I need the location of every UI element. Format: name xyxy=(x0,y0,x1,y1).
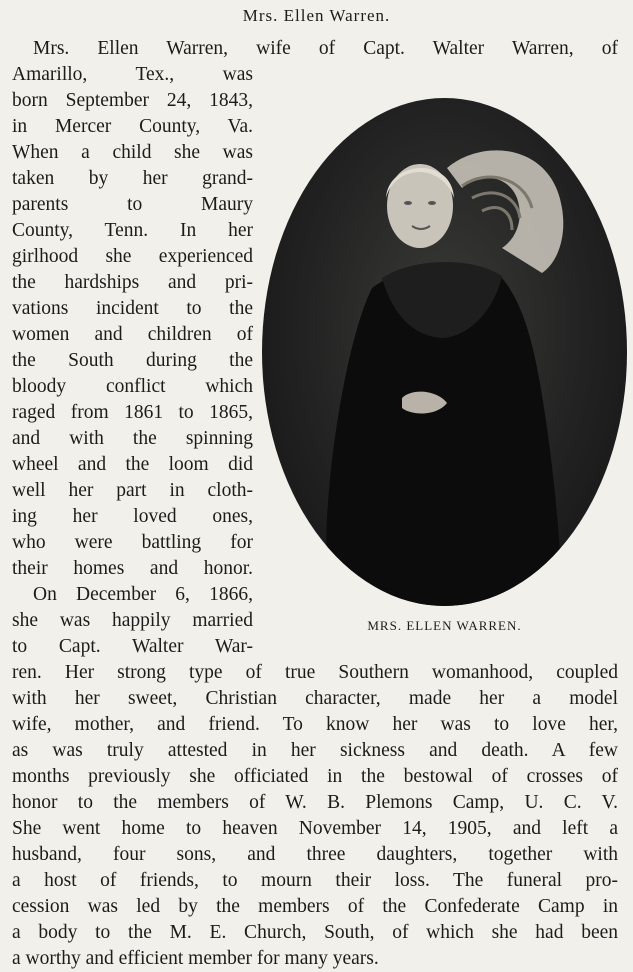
text-line: a host of friends, to mourn their loss. The funeral pro- xyxy=(12,870,618,891)
text-line: a worthy and efficient member for many years. xyxy=(12,948,379,969)
text-line: County, Tenn. In her xyxy=(12,220,253,241)
text-line: well her part in cloth- xyxy=(12,480,253,501)
portrait-photo xyxy=(262,98,627,606)
text-line: ren. Her strong type of true Southern womanhood, coupled xyxy=(12,662,618,683)
photo-caption: MRS. ELLEN WARREN. xyxy=(367,618,522,633)
text-line: Amarillo, Tex., was xyxy=(12,64,253,85)
text-line: and with the spinning xyxy=(12,428,253,449)
text-line: husband, four sons, and three daughters, together with xyxy=(12,844,618,865)
text-line: vations incident to the xyxy=(12,298,253,319)
portrait-figure xyxy=(262,98,627,606)
text-line: the South during the xyxy=(12,350,253,371)
text-line: When a child she was xyxy=(12,142,253,163)
text-line: who were battling for xyxy=(12,532,253,553)
text-line: On December 6, 1866, xyxy=(33,584,253,605)
text-line: born September 24, 1843, xyxy=(12,90,253,111)
text-line: She went home to heaven November 14, 1905, and left a xyxy=(12,818,618,839)
text-line: with her sweet, Christian character, made her a model xyxy=(12,688,618,709)
text-line: raged from 1861 to 1865, xyxy=(12,402,253,423)
article-title: Mrs. Ellen Warren. xyxy=(242,6,391,25)
text-line: as was truly attested in her sickness and death. A few xyxy=(12,740,618,761)
text-line: girlhood she experienced xyxy=(12,246,253,267)
text-line: Mrs. Ellen Warren, wife of Capt. Walter Warren, of xyxy=(33,38,618,59)
portrait-oval-frame xyxy=(262,98,627,606)
text-line: to Capt. Walter War- xyxy=(12,636,253,657)
text-line: the hardships and pri- xyxy=(12,272,253,293)
text-line: taken by her grand- xyxy=(12,168,253,189)
text-line: a body to the M. E. Church, South, of which she had been xyxy=(12,922,618,943)
text-line: parents to Maury xyxy=(12,194,253,215)
text-line: she was happily married xyxy=(12,610,253,631)
text-line: cession was led by the members of the Confederate Camp in xyxy=(12,896,618,917)
text-line: bloody conflict which xyxy=(12,376,253,397)
text-line: their homes and honor. xyxy=(12,558,253,579)
text-line: months previously she officiated in the bestowal of crosses of xyxy=(12,766,618,787)
text-line: wheel and the loom did xyxy=(12,454,253,475)
text-line: honor to the members of W. B. Plemons Camp, U. C. V. xyxy=(12,792,618,813)
text-line: in Mercer County, Va. xyxy=(12,116,253,137)
text-line: wife, mother, and friend. To know her was to love her, xyxy=(12,714,618,735)
text-line: ing her loved ones, xyxy=(12,506,253,527)
text-line: women and children of xyxy=(12,324,253,345)
